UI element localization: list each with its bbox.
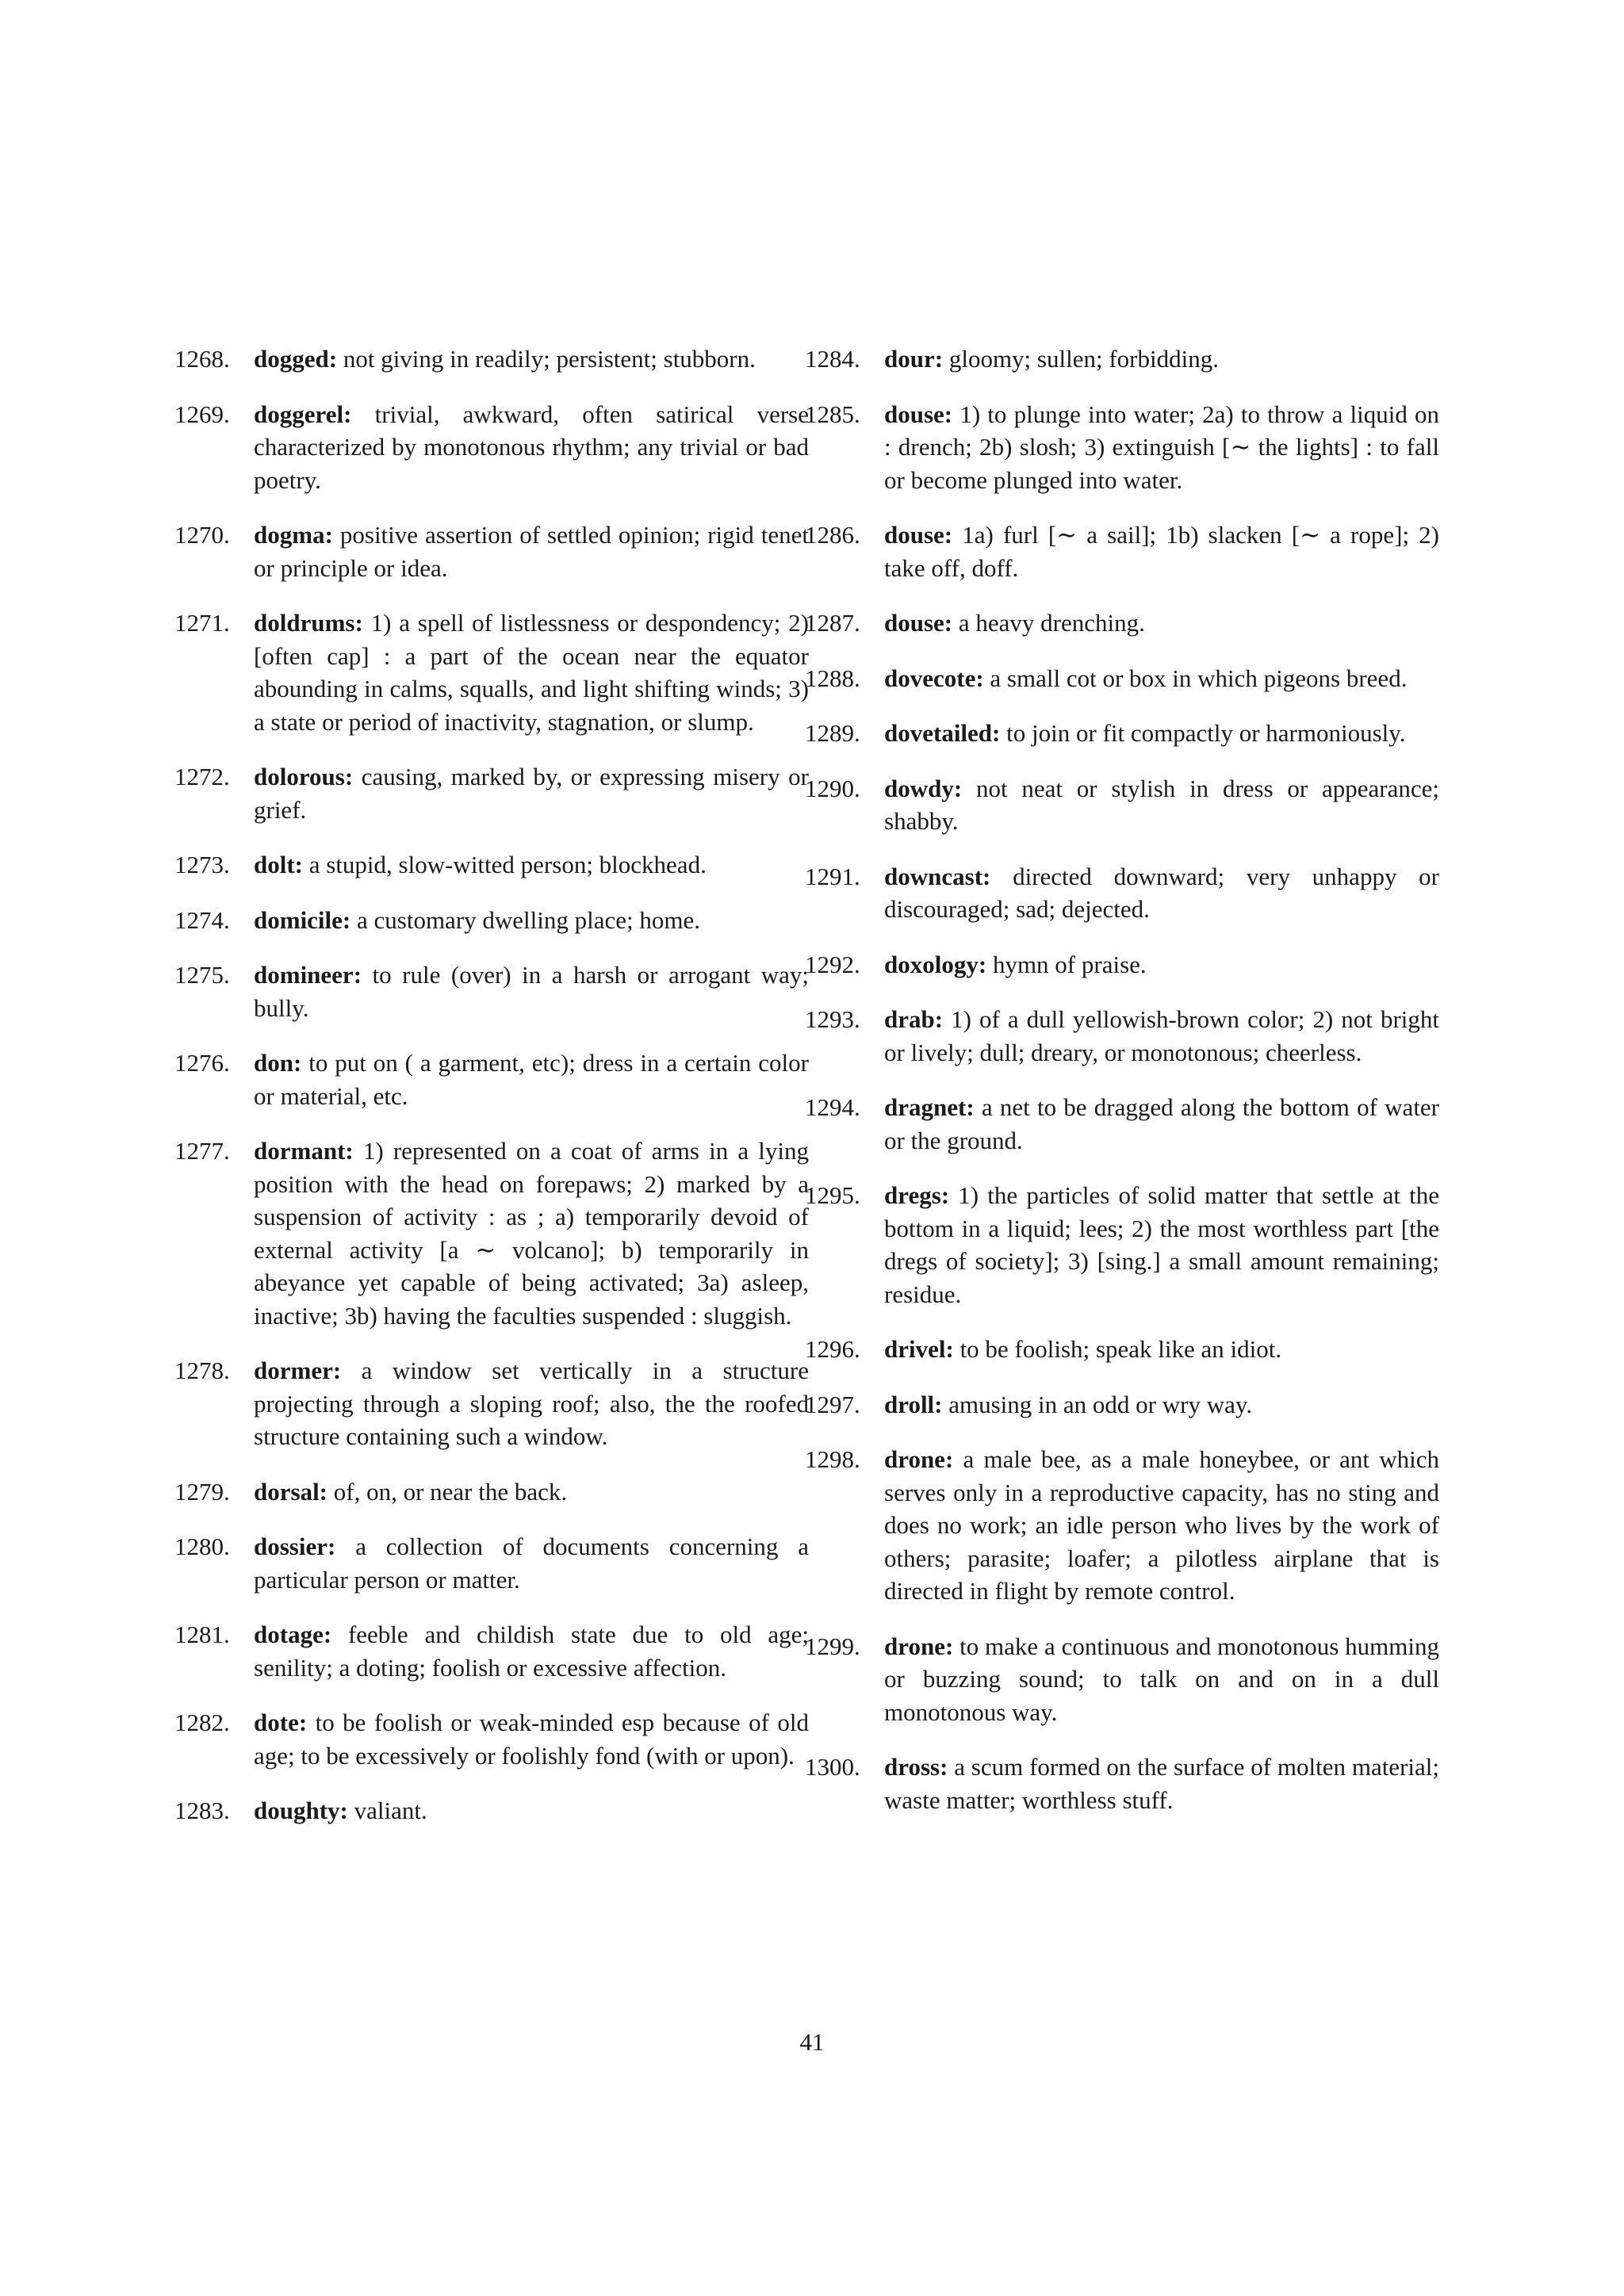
entry — [174, 607, 809, 738]
entry-definition: a stupid, slow-witted person; blockhead. — [308, 851, 707, 878]
entry-number: 1276. — [174, 1049, 230, 1077]
entry-number: 1284. — [805, 345, 860, 373]
entry-definition: directed downward; very unhappy or discouraged; sad; dejected. — [884, 862, 1440, 923]
entry-word: dote: — [254, 1709, 308, 1736]
entry-number: 1282. — [174, 1709, 230, 1736]
entry — [805, 948, 1439, 982]
entry-word: dossier: — [254, 1533, 336, 1560]
entry-word: doldrums: — [254, 609, 363, 637]
entry-number: 1297. — [805, 1390, 860, 1418]
entry-number: 1270. — [174, 521, 230, 549]
entry-definition: amusing in an odd or wry way. — [948, 1390, 1253, 1418]
entry-definition: not neat or stylish in dress or appearance; shabby. — [884, 774, 1439, 835]
entry-definition: to join or fit compactly or harmoniously. — [1006, 719, 1406, 747]
entry — [805, 519, 1439, 584]
entry-word: dorsal: — [254, 1477, 327, 1506]
entry-definition: not giving in readily; persistent; stubborn. — [343, 345, 756, 373]
entry-word: dour: — [884, 345, 944, 373]
entry-definition: 1) a spell of listlessness or despondency; 2) [often cap] : a part of the ocean near the equator abounding in calms, squalls, and light shifting winds; 3) a state or period of inactivity, stagnation, or slump. — [254, 609, 809, 736]
entry — [174, 1354, 809, 1453]
entry — [805, 662, 1439, 695]
entry-number: 1295. — [805, 1181, 860, 1209]
entry-definition: to make a continuous and monotonous humming or buzzing sound; to talk on and on in a dull monotonous way. — [884, 1632, 1439, 1726]
entry-number: 1294. — [805, 1093, 860, 1121]
entry-number: 1278. — [174, 1357, 230, 1384]
entry — [174, 342, 809, 376]
entry-word: drab: — [884, 1005, 944, 1033]
entry-number: 1283. — [174, 1797, 230, 1824]
entry — [805, 1091, 1439, 1157]
entry-word: dregs: — [884, 1181, 950, 1209]
entry-definition: to be foolish; speak like an idiot. — [959, 1335, 1282, 1363]
entry-definition: a customary dwelling place; home. — [357, 905, 701, 934]
entry-word: doxology: — [884, 950, 987, 978]
entry-definition: a net to be dragged along the bottom of water or the ground. — [884, 1093, 1440, 1154]
entry — [174, 1794, 809, 1827]
entry-number: 1289. — [805, 719, 860, 747]
entry-word: dormant: — [254, 1137, 354, 1165]
entry — [174, 848, 809, 882]
entry — [805, 772, 1439, 838]
entry — [805, 1003, 1439, 1069]
entry-word: droll: — [884, 1390, 943, 1418]
entry-number: 1268. — [174, 345, 230, 373]
entry-number: 1291. — [805, 862, 860, 890]
entry-definition: to put on ( a garment, etc); dress in a certain color or material, etc. — [254, 1049, 809, 1110]
entry — [805, 1333, 1439, 1366]
entry — [174, 1047, 809, 1112]
entry-word: dross: — [884, 1753, 948, 1781]
entry — [805, 717, 1439, 750]
entry-word: douse: — [884, 400, 953, 428]
entry-definition: a scum formed on the surface of molten material; waste matter; worthless stuff. — [884, 1753, 1439, 1814]
entry — [805, 607, 1439, 640]
entry-number: 1290. — [805, 774, 860, 802]
entry — [805, 1443, 1439, 1608]
entry — [805, 1388, 1439, 1422]
entry-number: 1281. — [174, 1621, 230, 1648]
entry-word: dragnet: — [884, 1093, 975, 1121]
entry-number: 1273. — [174, 851, 230, 878]
entry-number: 1288. — [805, 664, 860, 692]
entry-definition: a collection of documents concerning a particular person or matter. — [254, 1533, 810, 1594]
entry-number: 1296. — [805, 1335, 860, 1363]
entry-number: 1269. — [174, 400, 230, 428]
entry-word: doughty: — [254, 1797, 348, 1824]
entry-definition: trivial, awkward, often satirical verse characterized by monotonous rhythm; any trivial or bad poetry. — [254, 400, 809, 494]
entry-number: 1286. — [805, 521, 860, 549]
entry-number: 1287. — [805, 609, 860, 637]
entry — [174, 760, 809, 826]
right-column — [805, 342, 1439, 1839]
entry-definition: 1) to plunge into water; 2a) to throw a liquid on : drench; 2b) slosh; 3) extinguish [∼ the lights] : to fall or become plunged into water. — [884, 400, 1440, 494]
entry-word: dogged: — [254, 345, 338, 373]
entry — [805, 398, 1439, 497]
entry-number: 1299. — [805, 1632, 860, 1660]
entry-number: 1292. — [805, 950, 860, 978]
entry-word: downcast: — [884, 862, 991, 890]
entry — [174, 1706, 809, 1772]
entry-number: 1277. — [174, 1137, 230, 1165]
entry-definition: to be foolish or weak-minded esp because of old age; to be excessively or foolishly fond (with or upon). — [254, 1709, 810, 1770]
entry-definition: gloomy; sullen; forbidding. — [948, 345, 1219, 373]
entry-definition: 1) of a dull yellowish-brown color; 2) not bright or lively; dull; dreary, or monotonous; cheerless. — [884, 1005, 1439, 1066]
entry — [805, 860, 1439, 926]
left-column — [174, 342, 809, 1850]
entry-word: douse: — [884, 609, 953, 637]
entry-definition: hymn of praise. — [992, 950, 1147, 978]
entry-number: 1275. — [174, 961, 230, 989]
entry-definition: 1) represented on a coat of arms in a lying position with the head on forepaws; 2) marked by a suspension of activity : as ; a) temporarily devoid of external activity [a ∼ volcano]; b) temporarily in abeyance yet capable of being activated; 3a) asleep, inactive; 3b) having the faculties suspended : sluggish. — [254, 1137, 809, 1330]
entry-number: 1274. — [174, 905, 230, 934]
entry-definition: valiant. — [354, 1797, 427, 1824]
entry — [805, 1751, 1439, 1816]
entry-word: dormer: — [254, 1357, 342, 1384]
entry-number: 1280. — [174, 1533, 230, 1560]
entry — [174, 1135, 809, 1332]
entry — [805, 342, 1439, 376]
entry-number: 1298. — [805, 1445, 860, 1473]
entry-definition: positive assertion of settled opinion; rigid tenet or principle or idea. — [254, 521, 810, 582]
entry-word: drone: — [884, 1445, 954, 1473]
entry-definition: a small cot or box in which pigeons breed. — [990, 664, 1408, 692]
entry-definition: to rule (over) in a harsh or arrogant way; bully. — [254, 961, 810, 1022]
entry-definition: causing, marked by, or expressing misery or grief. — [254, 763, 810, 824]
entry-number: 1272. — [174, 763, 230, 790]
entry-definition: feeble and childish state due to old age; senility; a doting; foolish or excessive affection. — [254, 1621, 810, 1682]
entry-definition: a male bee, as a male honeybee, or ant which serves only in a reproductive capacity, has no sting and does no work; an idle person who lives by the work of others; parasite; loafer; a pilotless airplane that is directed in flight by remote control. — [884, 1445, 1439, 1605]
entry — [805, 1630, 1439, 1729]
entry-word: dovecote: — [884, 664, 984, 692]
entry-number: 1300. — [805, 1753, 860, 1781]
entry — [174, 1618, 809, 1684]
entry-word: douse: — [884, 521, 953, 549]
entry-definition: 1a) furl [∼ a sail]; 1b) slacken [∼ a rope]; 2) take off, doff. — [884, 521, 1440, 582]
entry — [174, 519, 809, 584]
entry — [174, 1530, 809, 1596]
entry-word: dotage: — [254, 1621, 332, 1648]
entry-number: 1285. — [805, 400, 860, 428]
entry-word: drivel: — [884, 1335, 954, 1363]
entry-word: doggerel: — [254, 400, 352, 428]
entry-word: domineer: — [254, 961, 362, 989]
entry-word: dolt: — [254, 851, 303, 878]
entry-word: dowdy: — [884, 774, 963, 802]
entry-word: domicile: — [254, 905, 351, 934]
page-number: 41 — [799, 2028, 825, 2056]
entry-word: dogma: — [254, 521, 333, 549]
entry-definition: a heavy drenching. — [958, 609, 1145, 637]
entry-word: drone: — [884, 1632, 954, 1660]
entry — [805, 1179, 1439, 1311]
entry-definition: 1) the particles of solid matter that settle at the bottom in a liquid; lees; 2) the most worthless part [the dregs of society]; 3) [sing.] a small amount remaining; residue. — [884, 1181, 1439, 1308]
entry-number: 1293. — [805, 1005, 860, 1033]
entry-word: don: — [254, 1049, 302, 1077]
entry-number: 1279. — [174, 1477, 230, 1506]
entry-definition: a window set vertically in a structure projecting through a sloping roof; also, the the roofed structure containing such a window. — [254, 1357, 809, 1450]
entry-definition: of, on, or near the back. — [333, 1477, 568, 1506]
entry-number: 1271. — [174, 609, 230, 637]
entry — [174, 398, 809, 497]
entry — [174, 959, 809, 1024]
entry-word: dovetailed: — [884, 719, 1001, 747]
entry — [174, 1475, 809, 1509]
entry-word: dolorous: — [254, 763, 354, 790]
entry — [174, 904, 809, 937]
